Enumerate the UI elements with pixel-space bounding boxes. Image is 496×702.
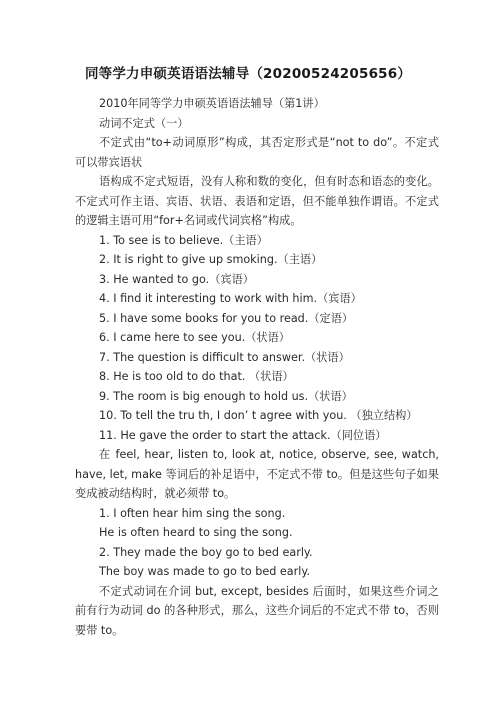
example-line: 1. To see is to believe.（主语） bbox=[99, 233, 268, 247]
example-line: 8. He is too old to do that. （状语） bbox=[99, 370, 294, 383]
paragraph: 语构成不定式短语，没有人称和数的变化，但有时态和语态的变化。不定式可作主语、宾语、状语、表语和定语，但不能单独作谓语。不定式的逻辑主语可用“for+名词或代词宾格”构成。 bbox=[75, 175, 439, 227]
paragraph-text: 不定式由“to+动词原形”构成，其否定形式是“not to do”。不定式可以带宾语状 bbox=[75, 136, 439, 169]
example-line: 1. I often hear him sing the song. bbox=[99, 506, 286, 520]
lecture-heading: 2010年同等学力申硕英语语法辅导（第1讲） bbox=[99, 97, 325, 110]
example-line: 2. It is right to give up smoking.（主语） bbox=[99, 253, 323, 266]
example-line: 7. The question is difficult to answer.（状语） bbox=[99, 350, 350, 364]
document-body bbox=[75, 94, 439, 640]
example-line: 2. They made the boy go to bed early. bbox=[99, 545, 313, 559]
paragraph: 在 feel, hear, listen to, look at, notice, observe, see, watch, have, let, make 等词后的补足语中，不定式不带 to。但是这些句子如果变成被动结构时，就必须带 to。 bbox=[75, 448, 439, 500]
example-line: 10. To tell the tru th, I don’ t agree with you. （独立结构） bbox=[99, 409, 418, 422]
example-line: 6. I came here to see you.（状语） bbox=[99, 331, 290, 344]
example-line: 4. I find it interesting to work with him.（宾语） bbox=[99, 292, 362, 305]
section-heading: 动词不定式（一） bbox=[99, 116, 189, 130]
example-line: 5. I have some books for you to read.（定语） bbox=[99, 311, 354, 325]
example-line: The boy was made to go to bed early. bbox=[99, 565, 310, 578]
paragraph: 不定式动词在介词 but, except, besides 后面时，如果这些介词之前有行为动词 do 的各种形式，那么，这些介词后的不定式不带 to，否则要带 to。 bbox=[75, 584, 439, 637]
paragraph bbox=[75, 133, 439, 172]
example-line: 11. He gave the order to start the attack.（同位语） bbox=[99, 428, 387, 442]
document-title: 同等学力申硕英语语法辅导（20200524205656） bbox=[84, 66, 412, 82]
example-line: 3. He wanted to go.（宾语） bbox=[99, 272, 254, 286]
example-line: 9. The room is big enough to hold us.（状语） bbox=[99, 389, 353, 403]
example-line: He is often heard to sing the song. bbox=[99, 526, 293, 539]
